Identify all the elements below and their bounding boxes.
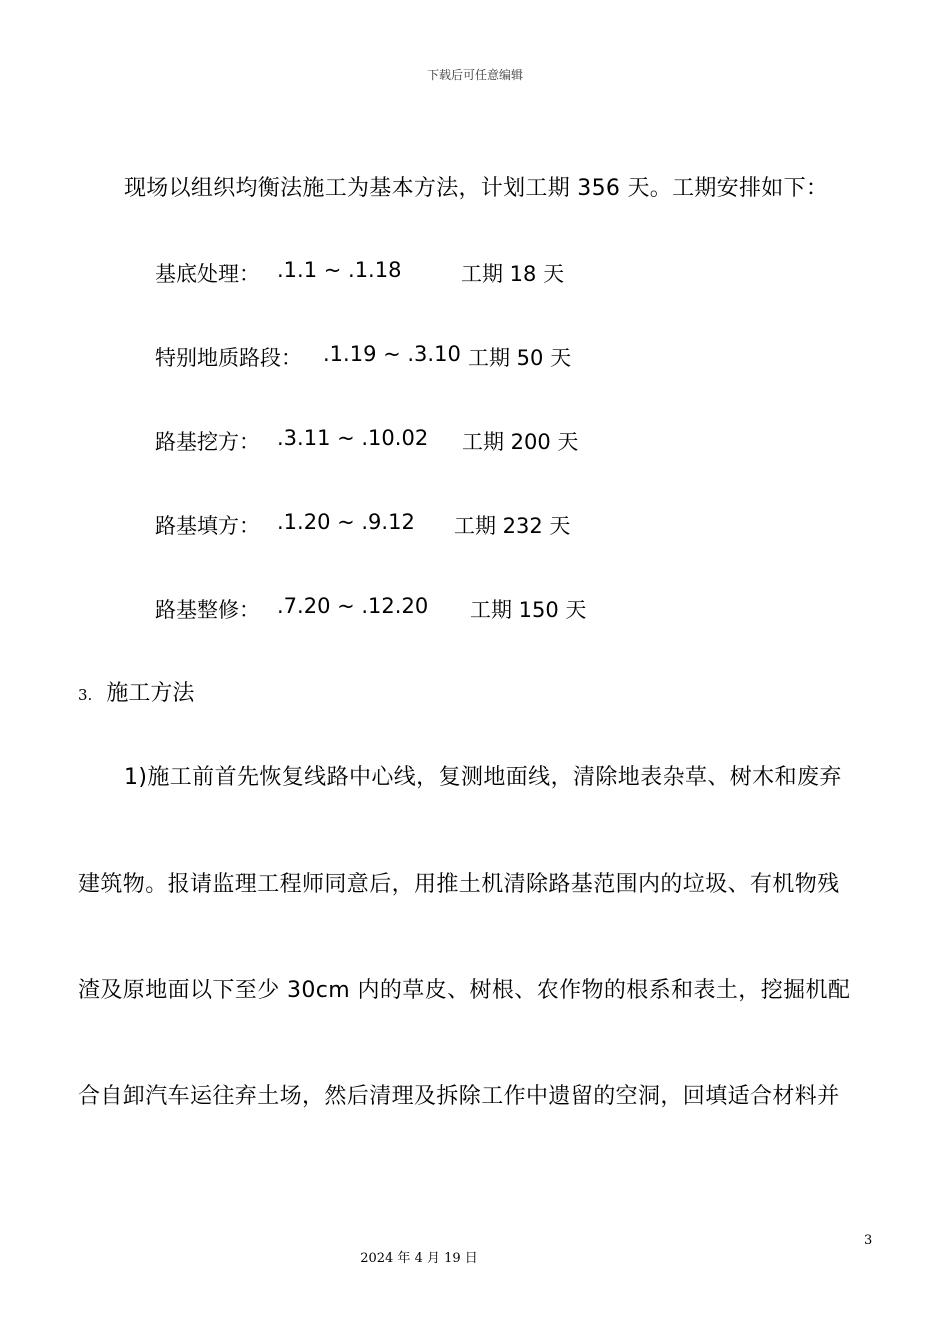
schedule-range: .1.19 ~ .3.10 bbox=[323, 342, 461, 366]
schedule-duration: 工期 150 天 bbox=[470, 598, 587, 622]
schedule-duration: 工期 232 天 bbox=[454, 514, 571, 538]
schedule-row bbox=[155, 588, 855, 672]
schedule-duration: 工期 200 天 bbox=[462, 430, 579, 454]
page-number: 3 bbox=[864, 1233, 873, 1248]
schedule-task: 路基整修： bbox=[155, 598, 260, 622]
paragraph-line: 1)施工前首先恢复线路中心线，复测地面线，清除地表杂草、树木和废弃 bbox=[124, 765, 842, 790]
header-note: 下载后可任意编辑 bbox=[426, 68, 523, 82]
schedule-row bbox=[155, 336, 855, 420]
paragraph-line: 合自卸汽车运往弃土场，然后清理及拆除工作中遗留的空洞，回填适合材料并 bbox=[78, 1084, 840, 1109]
section-heading bbox=[78, 676, 194, 707]
schedule-task: 基底处理： bbox=[155, 262, 260, 286]
schedule-row bbox=[155, 252, 855, 336]
footer-date: 2024 年 4 月 19 日 bbox=[360, 1251, 478, 1266]
schedule-range: .7.20 ~ .12.20 bbox=[277, 594, 429, 618]
schedule-range: .1.20 ~ .9.12 bbox=[277, 510, 415, 534]
schedule-duration: 工期 50 天 bbox=[468, 346, 572, 370]
section-number: 3. bbox=[78, 686, 93, 704]
section-title: 施工方法 bbox=[106, 681, 195, 706]
paragraph-line: 建筑物。报请监理工程师同意后，用推土机清除路基范围内的垃圾、有机物残 bbox=[78, 872, 840, 897]
schedule-range: .3.11 ~ .10.02 bbox=[277, 426, 429, 450]
schedule-duration: 工期 18 天 bbox=[461, 262, 565, 286]
paragraph-line: 渣及原地面以下至少 30cm 内的草皮、树根、农作物的根系和表土，挖掘机配 bbox=[78, 978, 851, 1003]
schedule-list bbox=[155, 252, 855, 672]
schedule-row bbox=[155, 420, 855, 504]
schedule-task: 路基挖方： bbox=[155, 430, 260, 454]
schedule-row bbox=[155, 504, 855, 588]
intro-paragraph: 现场以组织均衡法施工为基本方法，计划工期 356 天。工期安排如下： bbox=[124, 176, 829, 201]
schedule-task: 特别地质路段： bbox=[155, 346, 302, 370]
schedule-range: .1.1 ~ .1.18 bbox=[277, 258, 402, 282]
schedule-task: 路基填方： bbox=[155, 514, 260, 538]
